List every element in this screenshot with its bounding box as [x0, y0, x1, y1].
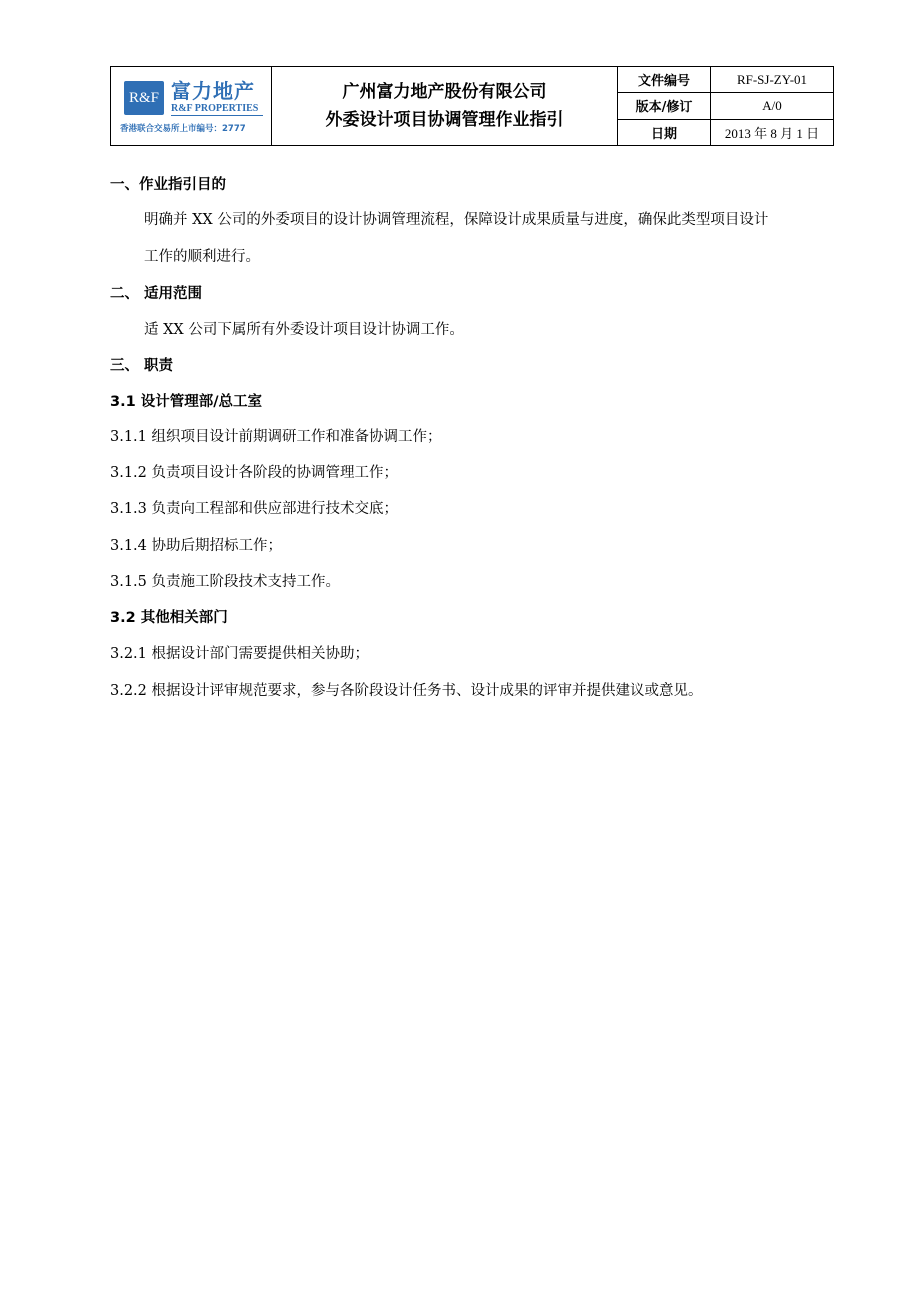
logo-cell: [111, 67, 272, 146]
document-title: 外委设计项目协调管理作业指引: [325, 110, 564, 130]
list-item: 3.1.3 负责向工程部和供应部进行技术交底；: [110, 501, 399, 517]
meta-value-doc-number: RF-SJ-ZY-01: [711, 67, 834, 93]
logo-name-cn: 富力地产: [171, 79, 255, 103]
section-2-paragraph: 适 XX 公司下属所有外委设计项目设计协调工作。: [144, 322, 464, 338]
list-item: 3.2.2 根据设计评审规范要求，参与各阶段设计任务书、设计成果的评审并提供建议或意见。: [110, 683, 703, 699]
section-1-paragraph-line-2: 工作的顺利进行。: [144, 249, 260, 265]
section-1-paragraph-line-1: 明确并 XX 公司的外委项目的设计协调管理流程，保障设计成果质量与进度，确保此类型项目设计: [144, 212, 769, 228]
meta-label-doc-number: 文件编号: [618, 67, 711, 93]
logo-listing: 香港联合交易所上市编号：2777: [120, 124, 246, 134]
section-3-1-heading: 3.1 设计管理部/总工室: [110, 394, 263, 410]
list-item: 3.2.1 根据设计部门需要提供相关协助；: [110, 646, 370, 662]
title-cell: [272, 67, 618, 146]
meta-label-date: 日期: [618, 119, 711, 145]
list-item: 3.1.1 组织项目设计前期调研工作和准备协调工作；: [110, 429, 442, 445]
list-item: 3.1.4 协助后期招标工作；: [110, 538, 283, 554]
list-item: 3.1.2 负责项目设计各阶段的协调管理工作；: [110, 465, 399, 481]
logo-name-en: R&F PROPERTIES: [171, 103, 259, 114]
section-1-heading: 一、作业指引目的: [110, 177, 226, 193]
meta-value-version: A/0: [711, 93, 834, 119]
logo-divider: [171, 115, 263, 116]
section-3-heading: 三、 职责: [110, 358, 174, 374]
section-2-heading: 二、 适用范围: [110, 286, 203, 302]
list-item: 3.1.5 负责施工阶段技术支持工作。: [110, 574, 341, 590]
meta-value-date: 2013 年 8 月 1 日: [711, 119, 834, 145]
logo-mark: R&F: [124, 81, 164, 115]
document-header: [110, 66, 834, 146]
company-name: 广州富力地产股份有限公司: [342, 82, 547, 102]
section-3-2-heading: 3.2 其他相关部门: [110, 610, 228, 626]
company-logo: [111, 67, 271, 145]
meta-label-version: 版本/修订: [618, 93, 711, 119]
